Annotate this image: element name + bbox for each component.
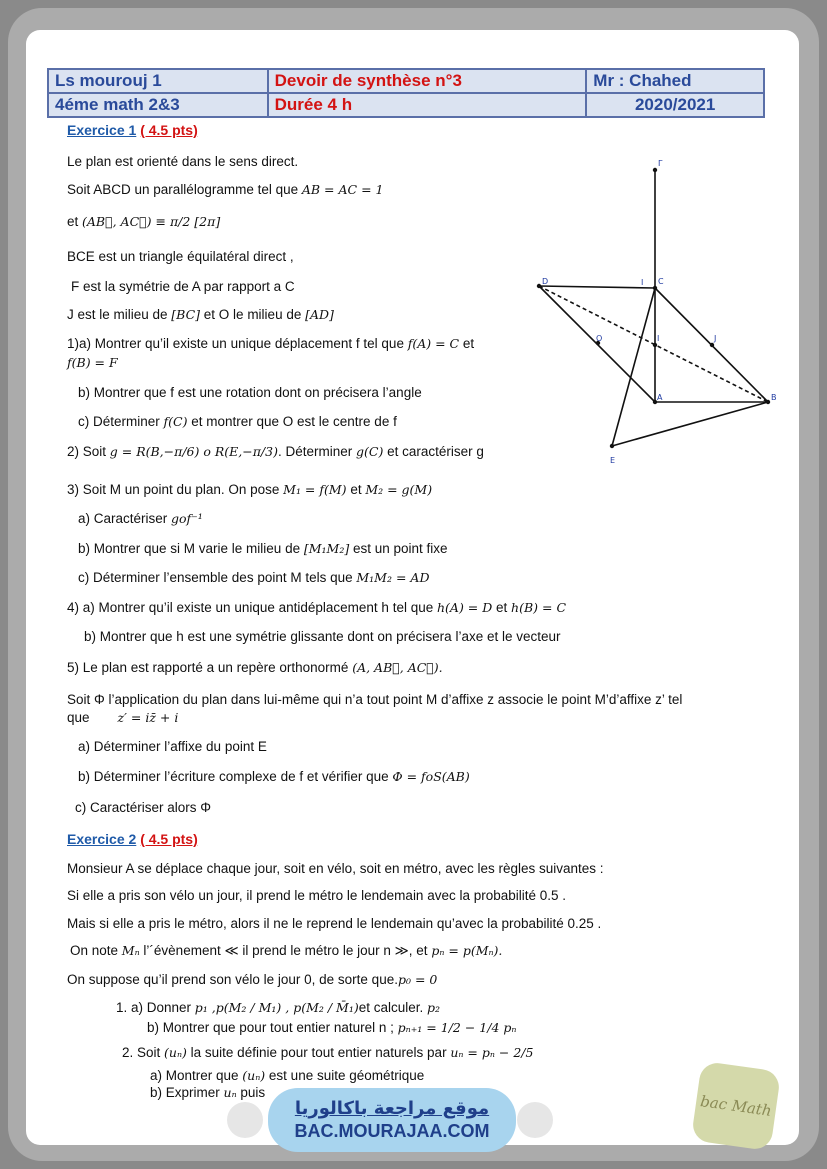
ex2-line-3: Mais si elle a pris le métro, alors il ne le reprend le lendemain qu’avec la probabilité 0.25 .: [67, 916, 602, 931]
ex1-q5-line-3: que z′ = iz̄ + i: [67, 710, 179, 725]
label-I-top: I: [641, 278, 644, 287]
segment-DC: [539, 286, 655, 288]
footer-logo-right: [517, 1102, 553, 1138]
ex1-line-4: BCE est un triangle équilatéral direct ,: [67, 249, 294, 264]
ex1-q1a-cont: f(B) = F: [67, 355, 118, 370]
point-gamma: [653, 168, 657, 172]
ex1-q4b: b) Montrer que h est une symétrie glissante dont on précisera l’axe et le vecteur: [84, 629, 561, 644]
ex2-line-2: Si elle a pris son vélo un jour, il prend le métro le lendemain avec la probabilité 0.5 .: [67, 888, 567, 903]
ex2-line-1: Monsieur A se déplace chaque jour, soit en vélo, soit en métro, avec les règles suivantes :: [67, 861, 604, 876]
label-E: E: [610, 456, 616, 465]
ex2-q2a: a) Montrer que (uₙ) est une suite géométrique: [150, 1068, 425, 1083]
label-C: C: [658, 277, 664, 286]
ex1-line-5: F est la symétrie de A par rapport a C: [71, 279, 295, 294]
exam-title: Devoir de synthèse n°3: [268, 69, 587, 93]
segment-EB: [612, 402, 768, 446]
ex1-q1c: c) Déterminer f(C) et montrer que O est le centre de f: [78, 414, 397, 429]
ex1-line-3: et (AB⃗, AC⃗) ≡ π/2 [2π]: [67, 214, 221, 229]
ex1-q3c: c) Déterminer l’ensemble des point M tels que M₁M₂ = AD: [78, 570, 430, 585]
ex1-line-6: J est le milieu de [BC] et O le milieu de [AD]: [67, 307, 334, 322]
ex2-q1b: b) Montrer que pour tout entier naturel n ; pₙ₊₁ = 1/2 − 1/4 pₙ: [147, 1020, 517, 1035]
label-J: J: [714, 334, 717, 343]
ex1-q1b: b) Montrer que f est une rotation dont on précisera l’angle: [78, 385, 422, 400]
point-J: [710, 343, 714, 347]
point-C: [653, 286, 657, 290]
ex1-q3b: b) Montrer que si M varie le milieu de [M₁M₂] est un point fixe: [78, 541, 448, 556]
label-D: D: [542, 277, 549, 286]
footer-logo-left: [227, 1102, 263, 1138]
label-I: I: [657, 334, 660, 343]
header-table: [47, 68, 765, 118]
ex1-q4a: 4) a) Montrer qu’il existe un unique antidéplacement h tel que h(A) = D et h(B) = C: [67, 600, 567, 615]
geometry-figure: [510, 152, 800, 472]
label-O: O: [596, 334, 603, 343]
point-B: [766, 400, 770, 404]
exam-duration: Durée 4 h: [268, 93, 587, 117]
ex1-q5: 5) Le plan est rapporté a un repère orthonormé (A, AB⃗, AC⃗).: [67, 660, 443, 675]
class-name: 4éme math 2&3: [48, 93, 268, 117]
segment-CE: [612, 288, 655, 446]
ex2-line-5: On suppose qu’il prend son vélo le jour 0, de sorte que.p₀ = 0: [67, 972, 438, 987]
ex2-line-4: On note Mₙ l’´évènement ≪ il prend le métro le jour n ≫, et pₙ = p(Mₙ).: [70, 943, 503, 958]
ex1-q1a: 1)a) Montrer qu’il existe un unique déplacement f tel que f(A) = C et: [67, 336, 475, 351]
ex2-q1a: 1. a) Donner p₁ ,p(M₂ / M₁) , p(M₂ / M̄₁)et calculer. p₂: [116, 1000, 441, 1015]
ex1-q3: 3) Soit M un point du plan. On pose M₁ = f(M) et M₂ = g(M): [67, 482, 433, 497]
ex1-q3a: a) Caractériser gof⁻¹: [78, 511, 203, 526]
exercise-2-heading: Exercice 2 ( 4.5 pts): [67, 831, 198, 847]
ex1-q5c: c) Caractériser alors Φ: [75, 800, 212, 815]
point-I: [653, 343, 657, 347]
footer-url[interactable]: BAC.MOURAJAA.COM: [294, 1121, 490, 1141]
footer-banner[interactable]: [268, 1088, 516, 1152]
exercise-1-heading: Exercice 1 ( 4.5 pts): [67, 122, 198, 138]
ex1-line-2: Soit ABCD un parallélogramme tel que AB = AC = 1: [67, 182, 384, 197]
ex1-q5-line-2: Soit Φ l’application du plan dans lui-même qui n’a tout point M d’affixe z associe le point M’d’affixe z’ tel: [67, 692, 683, 707]
ex1-q5b: b) Déterminer l’écriture complexe de f et vérifier que Φ = foS(AB): [78, 769, 470, 784]
teacher-name: Mr : Chahed: [586, 69, 764, 93]
label-B: B: [771, 393, 777, 402]
point-D: [537, 284, 541, 288]
school-name: Ls mourouj 1: [48, 69, 268, 93]
label-gamma: Γ: [658, 159, 663, 168]
ex1-q5a: a) Déterminer l’affixe du point E: [78, 739, 267, 754]
school-year: 2020/2021: [586, 93, 764, 117]
ex2-q2b: b) Exprimer uₙ puis: [150, 1085, 266, 1100]
ex1-q2: 2) Soit g = R(B,−π/6) o R(E,−π/3). Déterminer g(C) et caractériser g: [67, 444, 484, 459]
footer-arabic-title: موقع مراجعة باكالوريا: [294, 1098, 490, 1119]
ex1-line-1: Le plan est orienté dans le sens direct.: [67, 154, 299, 169]
point-E: [610, 444, 614, 448]
bac-math-badge: bac Math: [691, 1061, 781, 1151]
label-A: A: [657, 393, 663, 402]
ex2-q2: 2. Soit (uₙ) la suite définie pour tout entier naturels par uₙ = pₙ − 2/5: [122, 1045, 534, 1060]
